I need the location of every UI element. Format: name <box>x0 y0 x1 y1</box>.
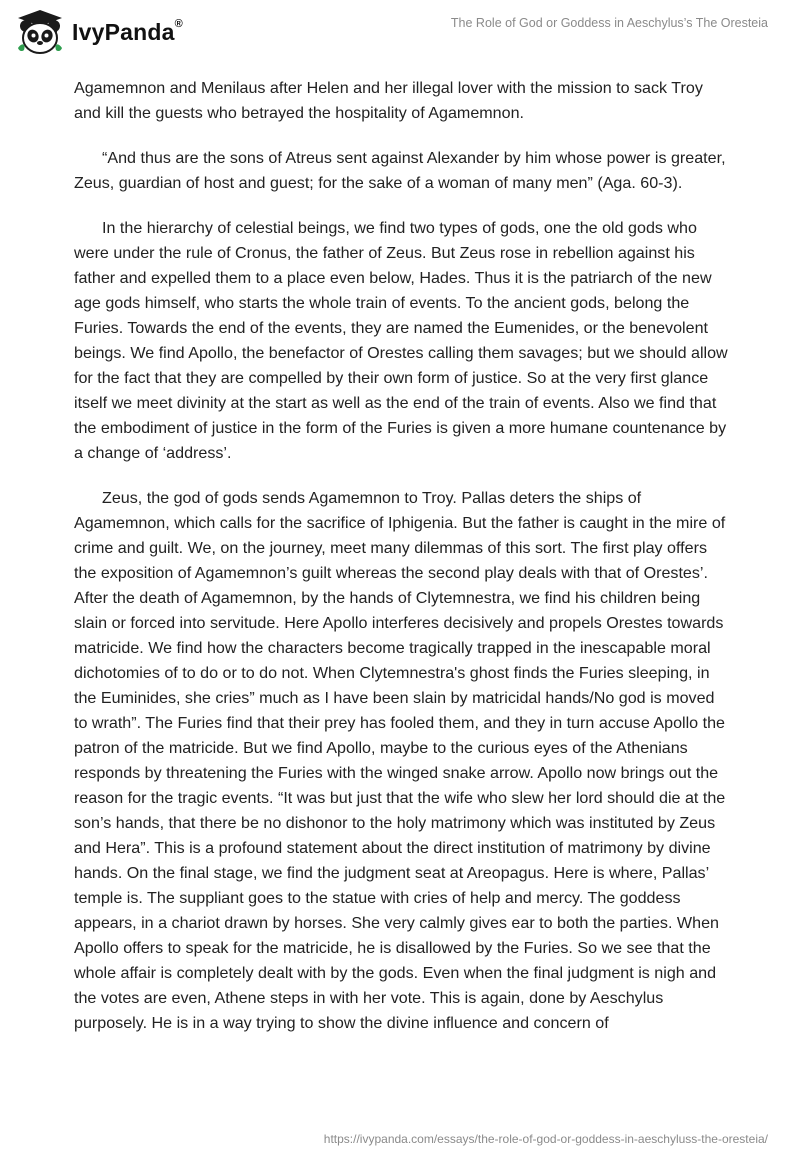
essay-body <box>74 76 730 1056</box>
document-title: The Role of God or Goddess in Aeschylus’s The Oresteia <box>450 16 768 30</box>
paragraph-continuation: Agamemnon and Menilaus after Helen and her illegal lover with the mission to sack Troy and kill the guests who betrayed the hospitality of Agamemnon. <box>74 79 703 122</box>
panda-graduate-icon <box>14 8 66 56</box>
source-url[interactable]: https://ivypanda.com/essays/the-role-of-god-or-goddess-in-aeschyluss-the-oresteia/ <box>323 1132 768 1146</box>
logo-wordmark: IvyPanda® <box>72 17 183 45</box>
paragraph-hierarchy: In the hierarchy of celestial beings, we find two types of gods, one the old gods who were under the rule of Cronus, the father of Zeus. But Zeus rose in rebellion against his father and expelled them to a place even below, Hades. Thus it is the patriarch of the new age gods himself, who starts the whole train of events. To the ancient gods, belong the Furies. Towards the end of the events, they are named the Eumenides, or the benevolent beings. We find Apollo, the benefactor of Orestes calling them savages; but we should allow for the fact that they are compelled by their own form of justice. So at the very first glance itself we meet divinity at the start as well as the end of the train of events. Also we find that the embodiment of justice in the form of the Furies is given a more humane countenance by a change of ‘address’. <box>74 219 728 462</box>
ivypanda-logo[interactable] <box>14 8 183 56</box>
paragraph-zeus: Zeus, the god of gods sends Agamemnon to Troy. Pallas deters the ships of Agamemnon, which calls for the sacrifice of Iphigenia. But the father is caught in the mire of crime and guilt. We, on the journey, meet many dilemmas of this sort. The first play offers the exposition of Agamemnon’s guilt whereas the second play deals with that of Orestes’. After the death of Agamemnon, by the hands of Clytemnestra, we find his children being slain or forced into servitude. Here Apollo interferes decisively and propels Orestes towards matricide. We find how the characters become tragically trapped in the inescapable moral dichotomies of to do or to do not. When Clytemnestra's ghost finds the Furies sleeping, in the Euminides, she cries” much as I have been slain by matricidal hands/No god is moved to wrath”. The Furies find that their prey has fooled them, and they in turn accuse Apollo the patron of the matricide. But we find Apollo, maybe to the curious eyes of the Athenians responds by threatening the Furies with the winged snake arrow. Apollo now brings out the reason for the tragic events. “It was but just that the wife who slew her lord should die at the son’s hands, that there be no dishonor to the holy matrimony which was instituted by Zeus and Hera”. This is a profound statement about the direct institution of matrimony by divine hands. On the final stage, we find the judgment seat at Areopagus. Here is where, Pallas’ temple is. The suppliant goes to the statue with cries of help and mercy. The goddess appears, in a chariot drawn by horses. She very calmly gives ear to both the parties. When Apollo offers to speak for the matricide, he is disallowed by the Furies. So we see that the whole affair is completely dealt with by the gods. Even when the final judgment is nigh and the votes are even, Athene steps in with her vote. This is again, done by Aeschylus purposely. He is in a way trying to show the divine influence and concern of <box>74 489 726 1032</box>
registered-mark: ® <box>174 17 183 30</box>
page-header <box>0 0 800 60</box>
paragraph-quote: “And thus are the sons of Atreus sent against Alexander by him whose power is greater, Zeus, guardian of host and guest; for the sake of a woman of many men” (Aga. 60-3). <box>74 149 726 192</box>
